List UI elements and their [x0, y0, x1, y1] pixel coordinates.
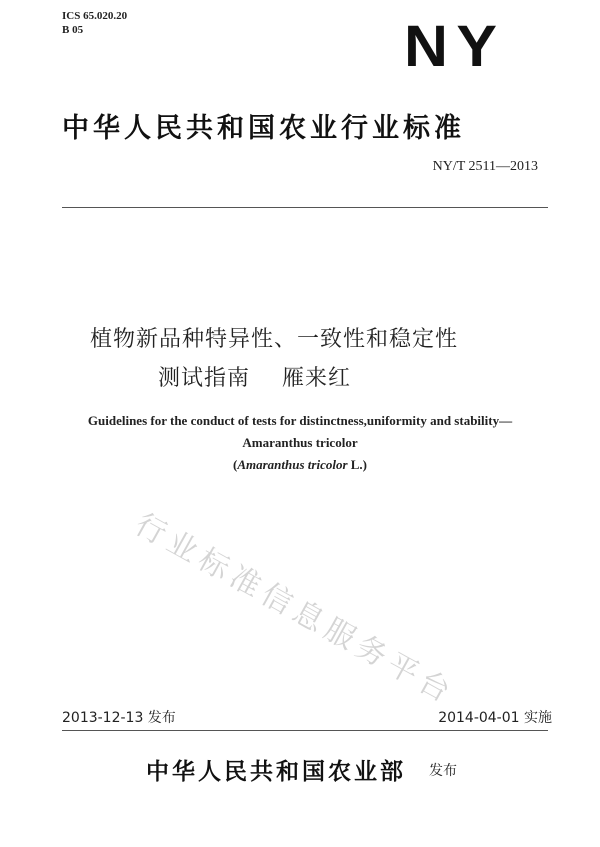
standard-number: NY/T 2511—2013	[432, 159, 538, 174]
title-cn-line2-part1: 测试指南	[158, 366, 251, 391]
standard-type-heading: 中华人民共和国农业行业标准	[62, 113, 465, 144]
issuer-name: 中华人民共和国农业部	[146, 759, 406, 785]
ny-logo: NY	[404, 14, 506, 79]
top-divider	[62, 207, 548, 208]
title-en-line1: Guidelines for the conduct of tests for distinctness,uniformity and stability—	[87, 413, 513, 428]
issuer-suffix: 发布	[429, 763, 457, 779]
title-en-line2: Amaranthus tricolor	[242, 435, 358, 450]
bottom-divider	[62, 730, 548, 731]
title-en-line3	[0, 457, 600, 473]
title-cn-line2-part2: 雁来红	[282, 366, 352, 391]
title-cn-line1: 植物新品种特异性、一致性和稳定性	[90, 327, 459, 352]
ccs-code: B 05	[62, 24, 84, 36]
title-en-line3-open: (	[232, 457, 238, 472]
implementation-date: 2014-04-01 实施	[438, 710, 552, 726]
ics-code: ICS 65.020.20	[62, 10, 128, 22]
title-en-line3-close: L.)	[347, 457, 368, 472]
watermark: 行业标准信息服务平台	[129, 506, 461, 713]
issue-date: 2013-12-13 发布	[62, 710, 176, 726]
title-cn-line2	[158, 361, 351, 392]
title-en-line3-species: Amaranthus tricolor	[237, 457, 348, 472]
